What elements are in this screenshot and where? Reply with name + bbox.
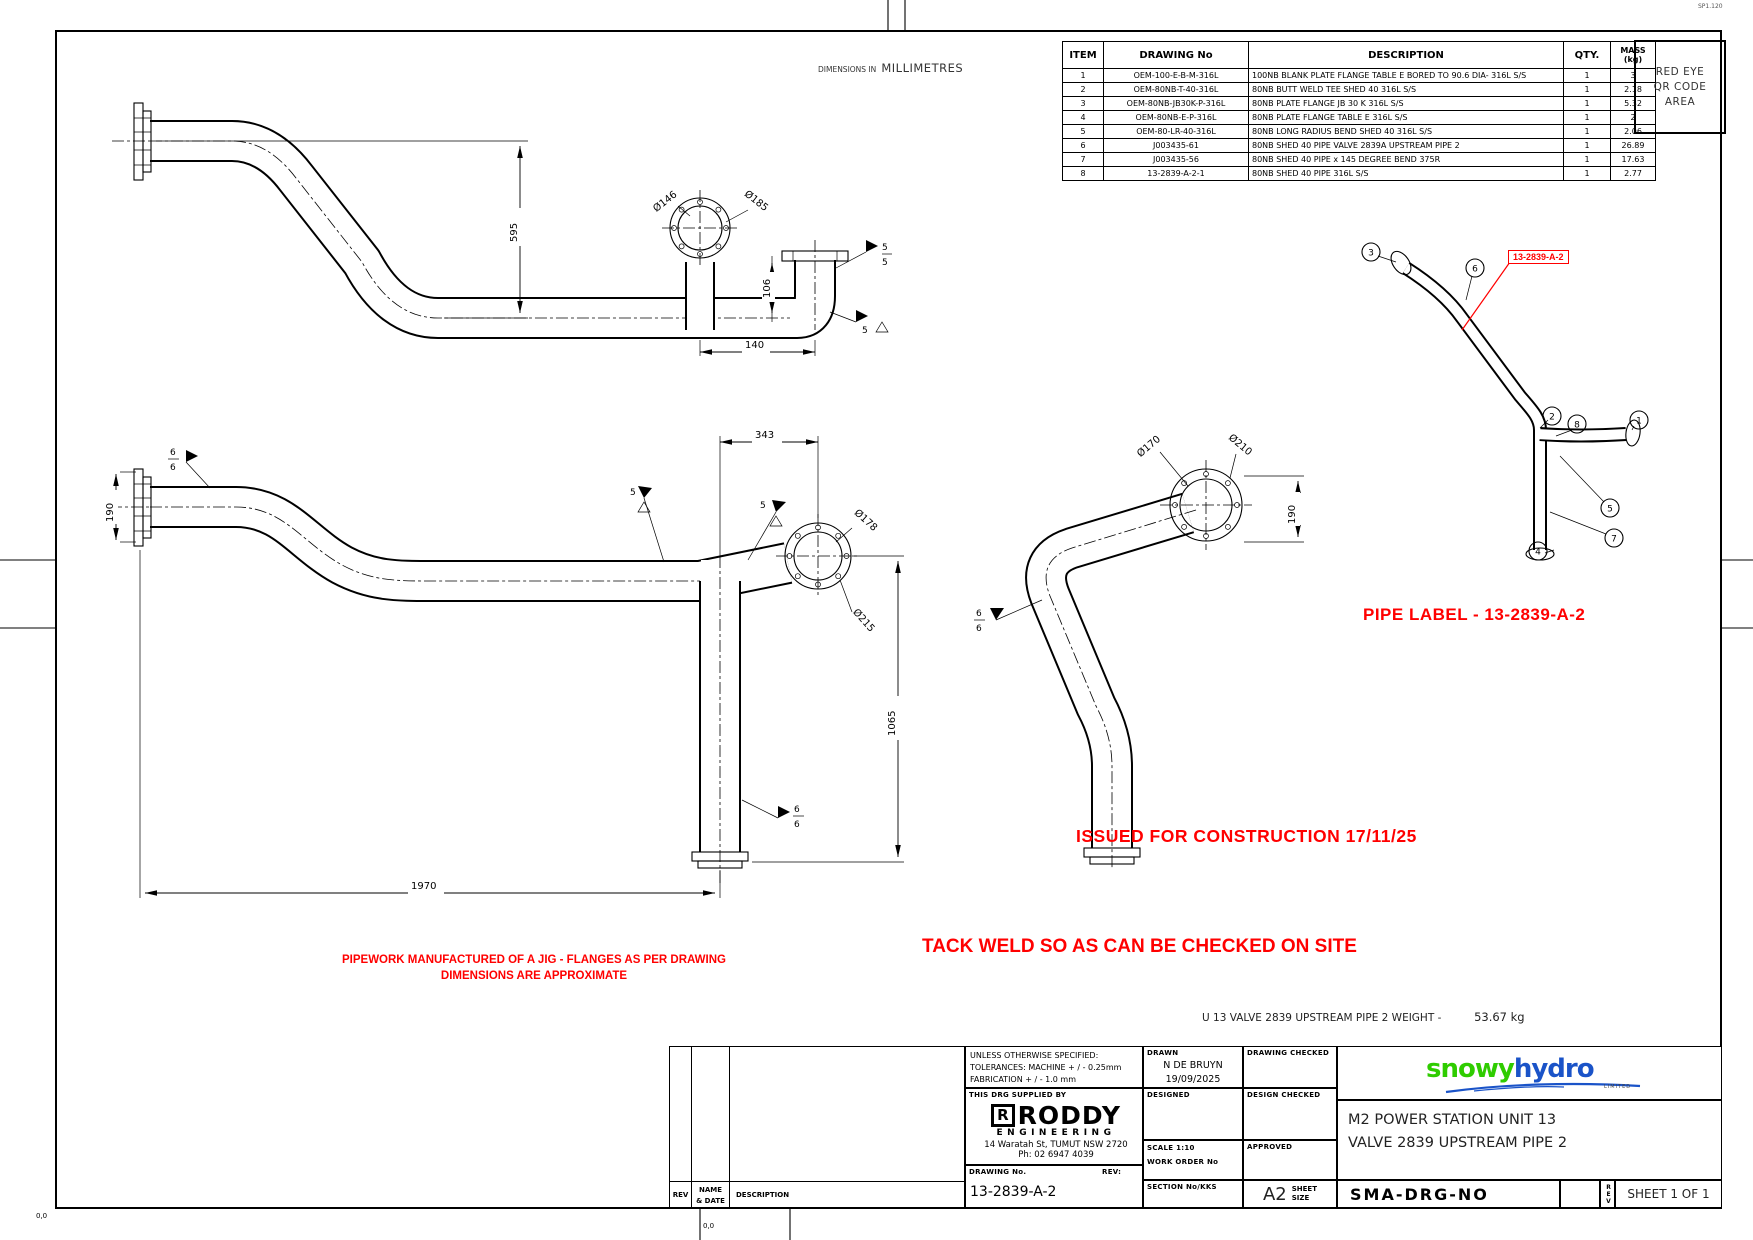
bom-row: 4 OEM-80NB-E-P-316L 80NB PLATE FLANGE TABLE E 316L S/S 1 2	[1063, 111, 1656, 125]
svg-text:5: 5	[862, 326, 868, 336]
bom-row: 6 J003435-61 80NB SHED 40 PIPE VALVE 2839A UPSTREAM PIPE 2 1 26.89	[1063, 139, 1656, 153]
designed-box: DESIGNED	[1143, 1088, 1243, 1140]
work-order-label: WORK ORDER No	[1147, 1158, 1219, 1166]
bom-header-mass: MASS (kg)	[1611, 42, 1656, 69]
svg-text:6: 6	[1472, 264, 1478, 275]
bom-header-qty: QTY.	[1564, 42, 1611, 69]
rev-vertical-box: REV	[1600, 1180, 1615, 1208]
jig-note: PIPEWORK MANUFACTURED OF A JIG - FLANGES AS PER DRAWING DIMENSIONS ARE APPROXIMATE	[342, 954, 726, 982]
description-col-header: DESCRIPTION	[736, 1191, 790, 1199]
svg-text:6: 6	[170, 463, 176, 473]
dim-dia170: Ø170	[1135, 433, 1163, 460]
dim-dia185: Ø185	[741, 188, 770, 214]
tolerances-box: UNLESS OTHERWISE SPECIFIED: TOLERANCES: MACHINE + / - 0.25mm FABRICATION + / - 1.0 mm	[965, 1046, 1143, 1088]
roddy-logo: R RODDY ENGINEERING 14 Waratah St, TUMUT NSW 2720 Ph: 02 6947 4039	[984, 1101, 1128, 1160]
bom-header-row	[1063, 42, 1656, 69]
dim-343: 343	[755, 430, 775, 441]
revision-table	[669, 1046, 965, 1208]
project-title-box	[1337, 1100, 1722, 1180]
sheet-box	[1615, 1180, 1722, 1208]
bom-table	[1062, 41, 1656, 181]
dim-1065: 1065	[887, 710, 898, 736]
scale-workorder-box	[1143, 1140, 1243, 1180]
dimensions-note-small: DIMENSIONS IN	[818, 65, 877, 74]
svg-text:5: 5	[882, 258, 888, 268]
svg-text:8: 8	[1574, 420, 1580, 431]
dimensions-note-large: MILLIMETRES	[881, 61, 964, 75]
design-checked-box: DESIGN CHECKED	[1243, 1088, 1337, 1140]
svg-text:6: 6	[976, 609, 982, 619]
bom-row: 7 J003435-56 80NB SHED 40 PIPE x 145 DEGREE BEND 375R 1 17.63	[1063, 153, 1656, 167]
rev-label: REV:	[1102, 1168, 1122, 1176]
drawing-no-value: 13-2839-A-2	[970, 1184, 1057, 1200]
scale-value: SCALE 1:10	[1147, 1144, 1195, 1152]
svg-text:6: 6	[170, 448, 176, 458]
svg-text:3: 3	[1368, 248, 1374, 259]
drawing-checked-box: DRAWING CHECKED	[1243, 1046, 1337, 1088]
rev-col-header: REV	[672, 1191, 689, 1199]
logo-hydro: hydro	[1513, 1054, 1594, 1084]
weight-note: U 13 VALVE 2839 UPSTREAM PIPE 2 WEIGHT - 53.67 kg	[1202, 1010, 1525, 1024]
dim-595: 595	[509, 222, 520, 242]
svg-text:6: 6	[794, 805, 800, 815]
dim-190: 190	[105, 502, 116, 522]
project-line1: M2 POWER STATION UNIT 13	[1348, 1112, 1557, 1128]
dim-dia146: Ø146	[651, 189, 680, 215]
dim-dia178: Ø178	[851, 507, 880, 534]
logo-box	[1337, 1046, 1722, 1100]
sma-drg-box	[1337, 1180, 1560, 1208]
svg-text:4: 4	[1535, 547, 1541, 558]
bom-row: 8 13-2839-A-2-1 80NB SHED 40 PIPE 316L S/S 1 2.77	[1063, 167, 1656, 181]
name-date-col-header: NAME & DATE	[696, 1186, 725, 1205]
dim-1970: 1970	[411, 881, 437, 892]
drawn-box: DRAWN N DE BRUYN 19/09/2025	[1143, 1046, 1243, 1088]
drawn-date: 19/09/2025	[1165, 1074, 1221, 1085]
iso-pipe-tag: 13-2839-A-2	[1508, 250, 1569, 264]
dim-106: 106	[762, 278, 773, 298]
svg-text:7: 7	[1611, 534, 1617, 545]
svg-text:5: 5	[882, 243, 888, 253]
pipe-label-note: PIPE LABEL - 13-2839-A-2	[1363, 605, 1586, 624]
logo-limited: LIMITED	[1604, 1084, 1632, 1090]
bom-header-description: DESCRIPTION	[1249, 42, 1564, 69]
qr-code-area: RED EYE QR CODE AREA	[1634, 40, 1726, 134]
sheet-size-box: A2 SHEET SIZE	[1243, 1180, 1337, 1208]
svg-text:6: 6	[976, 624, 982, 634]
tack-weld-note: TACK WELD SO AS CAN BE CHECKED ON SITE	[922, 936, 1357, 957]
issued-note: ISSUED FOR CONSTRUCTION 17/11/25	[1076, 826, 1417, 846]
svg-text:6: 6	[794, 820, 800, 830]
bom-header-drawing-no: DRAWING No	[1104, 42, 1249, 69]
bom-row: 1 OEM-100-E-B-M-316L 100NB BLANK PLATE FLANGE TABLE E BORED TO 90.6 DIA- 316L S/S 1 3	[1063, 69, 1656, 83]
svg-text:1: 1	[1636, 416, 1642, 427]
sheet-value: SHEET 1 OF 1	[1627, 1187, 1710, 1201]
sma-drg-value: SMA-DRG-NO	[1350, 1184, 1489, 1204]
origin-mark: 0,0	[703, 1222, 715, 1230]
sheet-size-value: A2	[1262, 1183, 1287, 1205]
bom-header-item: ITEM	[1063, 42, 1104, 69]
dim-140: 140	[745, 340, 765, 351]
empty-box	[1560, 1180, 1600, 1208]
dim-dia215: Ø215	[850, 607, 877, 635]
origin-mark: 0,0	[36, 1212, 48, 1220]
corner-code: SP1.120	[1698, 3, 1723, 10]
bom-row: 2 OEM-80NB-T-40-316L 80NB BUTT WELD TEE SHED 40 316L S/S 1 2.18	[1063, 83, 1656, 97]
svg-text:5: 5	[1607, 504, 1613, 515]
svg-text:2: 2	[1549, 412, 1555, 423]
weight-value: 53.67 kg	[1474, 1010, 1525, 1024]
bom-row: 5 OEM-80-LR-40-316L 80NB LONG RADIUS BEND SHED 40 316L S/S 1 2.06	[1063, 125, 1656, 139]
drawing-no-box: DRAWING No. REV: 13-2839-A-2	[965, 1165, 1143, 1208]
svg-text:5: 5	[630, 488, 636, 498]
dim-190: 190	[1287, 504, 1298, 524]
svg-text:5: 5	[760, 501, 766, 511]
dim-dia210: Ø210	[1226, 432, 1254, 459]
project-line2: VALVE 2839 UPSTREAM PIPE 2	[1348, 1135, 1568, 1151]
drawn-name: N DE BRUYN	[1163, 1060, 1223, 1071]
supplied-by-box: THIS DRG SUPPLIED BY R RODDY ENGINEERING 14 Waratah St, TUMUT NSW 2720 Ph: 02 6947 4039	[965, 1088, 1143, 1165]
snowyhydro-logo	[1426, 1054, 1632, 1090]
roddy-r-mark: R	[991, 1104, 1015, 1127]
logo-snowy: snowy	[1426, 1054, 1514, 1084]
approved-box: APPROVED	[1243, 1140, 1337, 1180]
section-box: SECTION No/KKS	[1143, 1180, 1243, 1208]
dimensions-note	[818, 57, 963, 76]
bom-row: 3 OEM-80NB-JB30K-P-316L 80NB PLATE FLANGE JB 30 K 316L S/S 1 5.32	[1063, 97, 1656, 111]
